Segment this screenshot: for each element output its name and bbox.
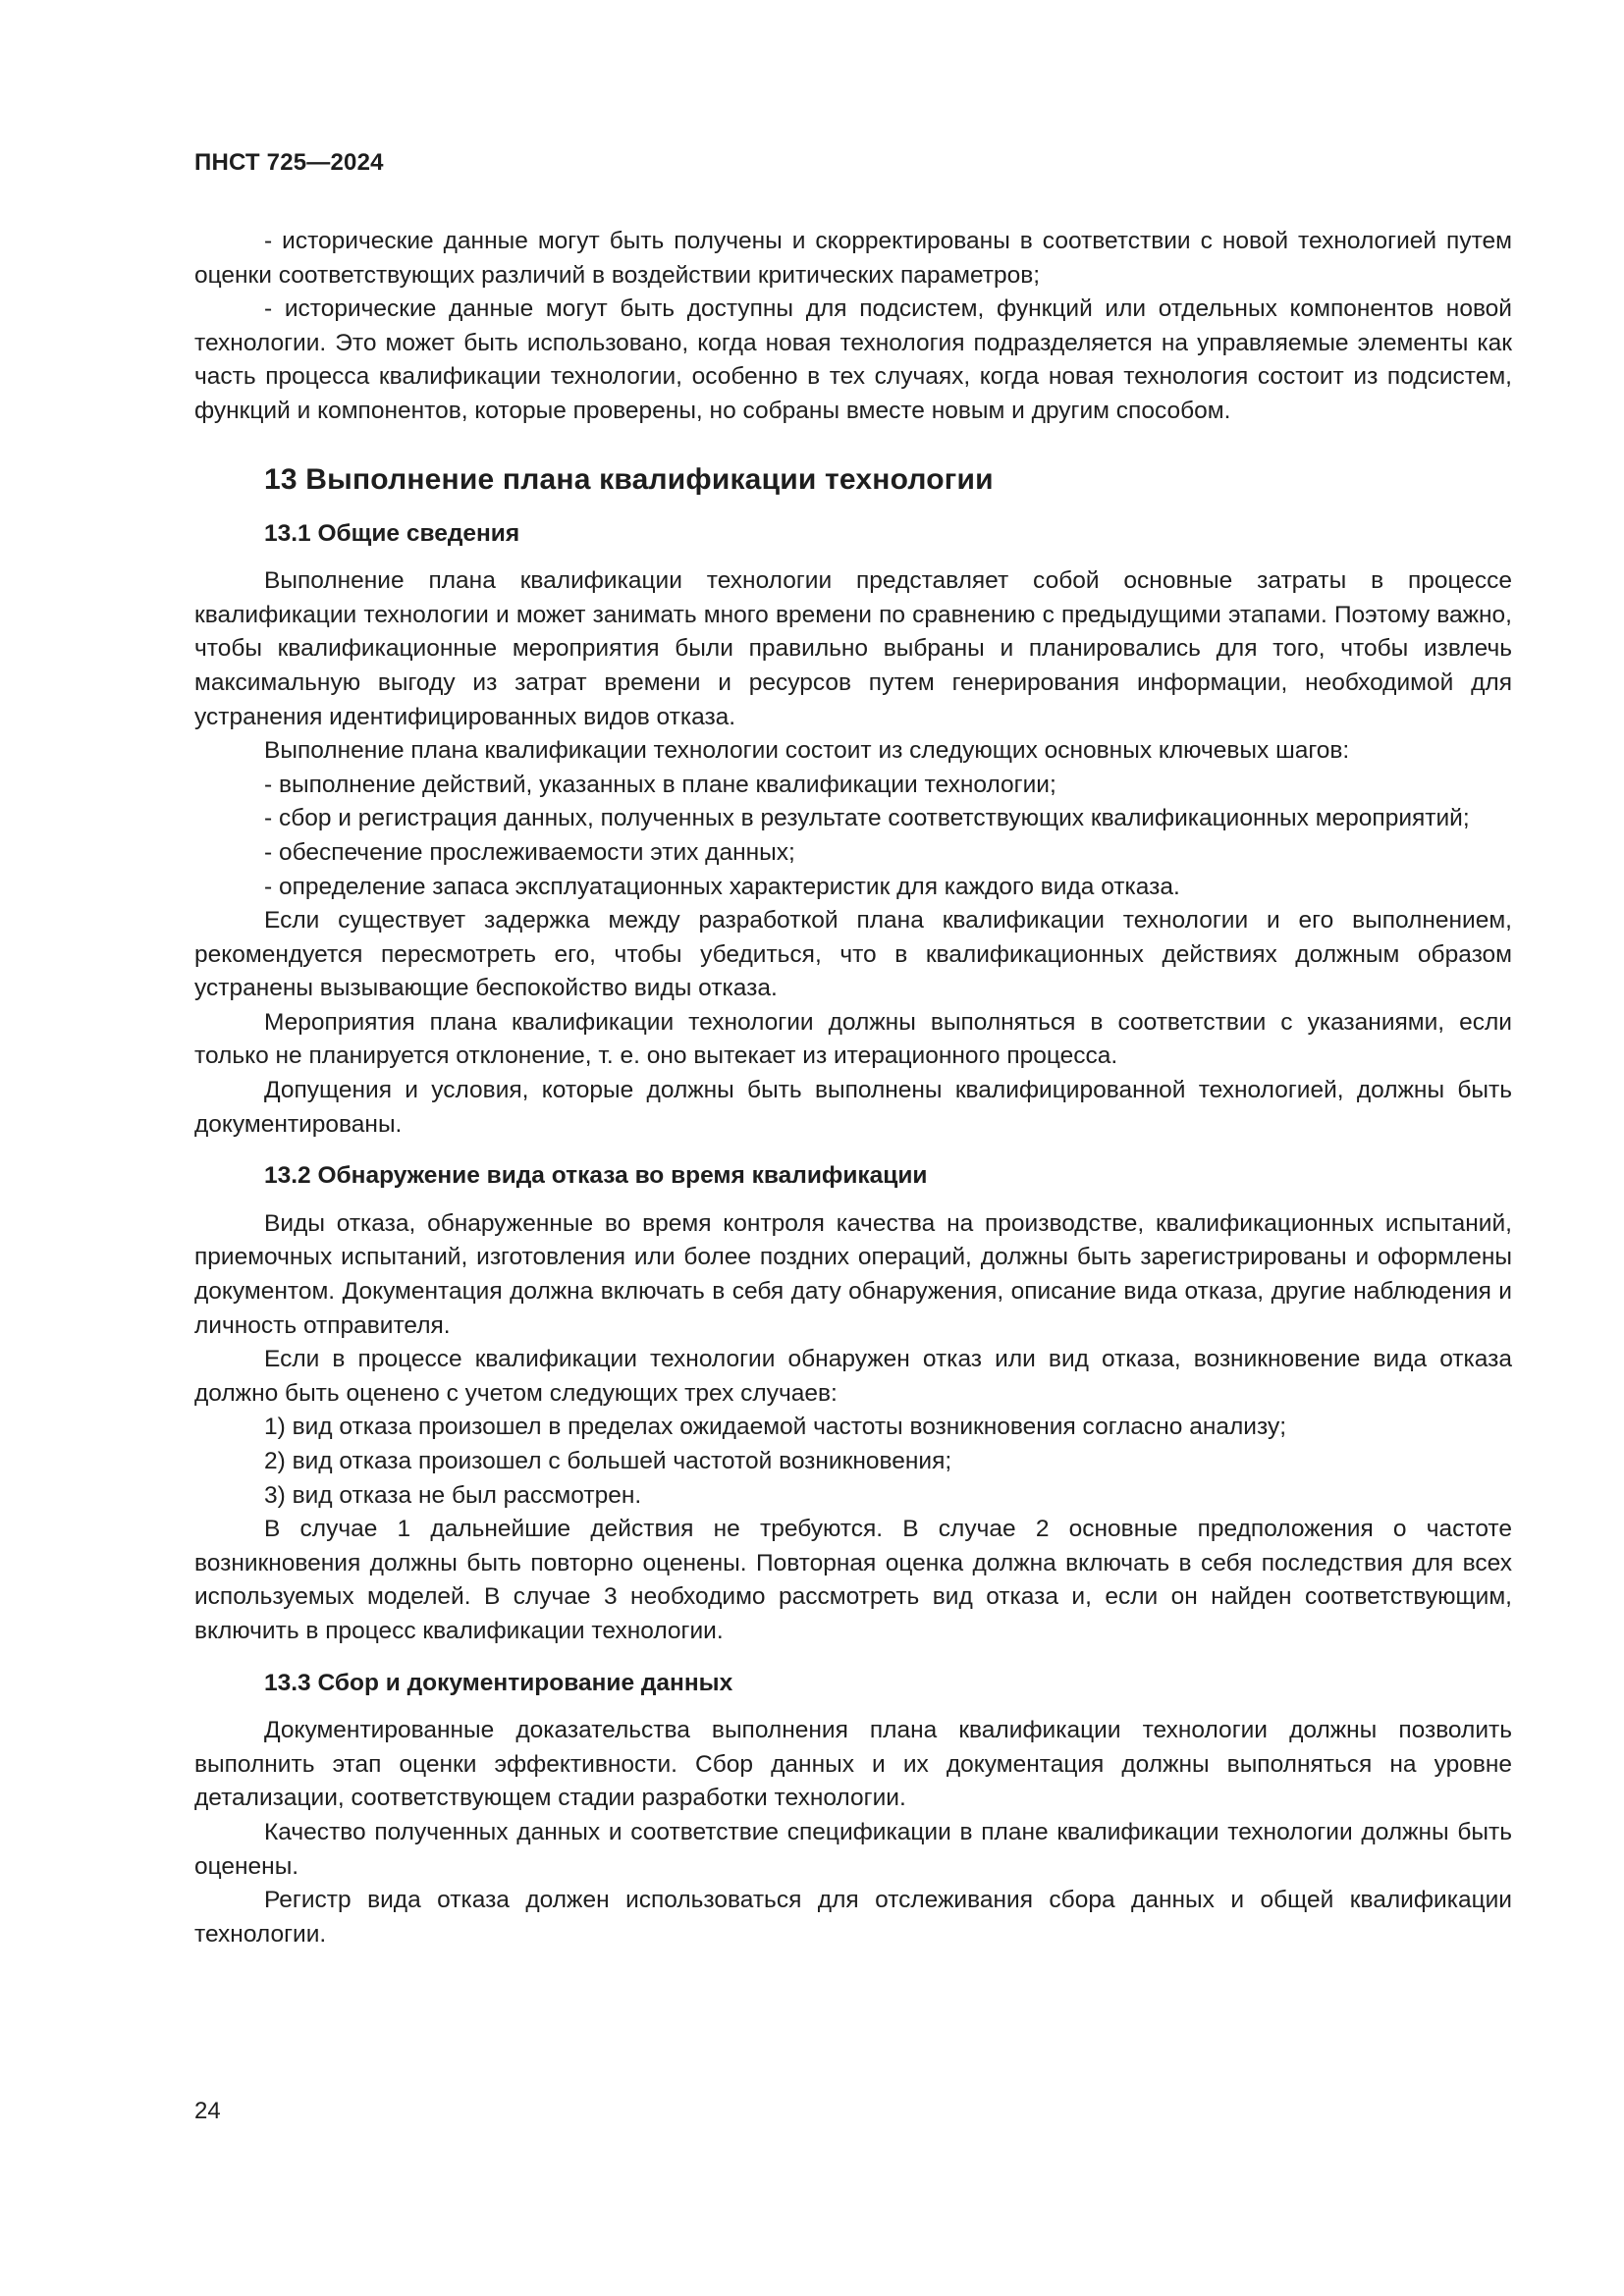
numbered-list-item: 2) вид отказа произошел с большей частотой возникновения; (264, 1448, 952, 1474)
intro-list-item: - исторические данные могут быть получены и скорректированы в соответствии с новой технологией путем оценки соответствующих различий в воздействии критических параметров; (194, 228, 1512, 289)
subsection-title: 13.2 Обнаружение вида отказа во время квалификации (264, 1162, 928, 1190)
list-item: - сбор и регистрация данных, полученных в результате соответствующих квалификационных мероприятий; (264, 805, 1470, 832)
section-title: 13 Выполнение плана квалификации технологии (264, 462, 994, 496)
paragraph: Виды отказа, обнаруженные во время контроля качества на производстве, квалификационных испытаний, приемочных испытаний, изготовления или более поздних операций, должны быть зарегистрированы и оформлены документом. Документация должна включать в себя дату обнаружения, описание вида отказа, другие наблюдения и личность отправителя. (194, 1209, 1512, 1339)
numbered-list-item: 1) вид отказа произошел в пределах ожидаемой частоты возникновения согласно анализу; (264, 1414, 1286, 1441)
paragraph: Если в процессе квалификации технологии обнаружен отказ или вид отказа, возникновение вида отказа должно быть оценено с учетом следующих трех случаев: (194, 1346, 1512, 1407)
paragraph: Качество полученных данных и соответствие спецификации в плане квалификации технологии должны быть оценены. (194, 1818, 1512, 1880)
list-item: - выполнение действий, указанных в плане квалификации технологии; (264, 771, 1056, 798)
document-code-header: ПНСТ 725—2024 (194, 149, 384, 176)
numbered-list-item: 3) вид отказа не был рассмотрен. (264, 1481, 642, 1509)
page-content (194, 225, 1512, 1951)
list-item: - определение запаса эксплуатационных характеристик для каждого вида отказа. (264, 873, 1180, 900)
subsection-title: 13.1 Общие сведения (264, 519, 520, 547)
paragraph: Допущения и условия, которые должны быть выполнены квалифицированной технологией, должны быть документированы. (194, 1077, 1512, 1138)
paragraph: Выполнение плана квалификации технологии представляет собой основные затраты в процессе квалификации технологии и может занимать много времени по сравнению с предыдущими этапами. Поэтому важно, чтобы квалификационные мероприятия были правильно выбраны и планировались для того, чтобы извлечь максимальную выгоду из затрат времени и ресурсов путем генерирования информации, необходимой для устранения идентифицированных видов отказа. (194, 567, 1512, 730)
page-number: 24 (194, 2098, 221, 2124)
paragraph: Мероприятия плана квалификации технологии должны выполняться в соответствии с указаниями, если только не планируется отклонение, т. е. оно вытекает из итерационного процесса. (194, 1008, 1512, 1070)
paragraph: Если существует задержка между разработкой плана квалификации технологии и его выполнением, рекомендуется пересмотреть его, чтобы убедиться, что в квалификационных действиях должным образом устранены вызывающие беспокойство виды отказа. (194, 907, 1512, 1002)
paragraph: В случае 1 дальнейшие действия не требуются. В случае 2 основные предположения о частоте возникновения должны быть повторно оценены. Повторная оценка должна включать в себя последствия для всех используемых моделей. В случае 3 необходимо рассмотреть вид отказа и, если он найден соответствующим, включить в процесс квалификации технологии. (194, 1516, 1512, 1644)
paragraph: Выполнение плана квалификации технологии состоит из следующих основных ключевых шагов: (264, 737, 1350, 765)
paragraph: Документированные доказательства выполнения плана квалификации технологии должны позволить выполнить этап оценки эффективности. Сбор данных и их документация должны выполняться на уровне детализации, соответствующем стадии разработки технологии. (194, 1717, 1512, 1812)
intro-list-item: - исторические данные могут быть доступны для подсистем, функций или отдельных компонентов новой технологии. Это может быть использовано, когда новая технология подразделяется на управляемые элементы как часть процесса квалификации технологии, особенно в тех случаях, когда новая технология состоит из подсистем, функций и компонентов, которые проверены, но собраны вместе новым и другим способом. (194, 295, 1512, 424)
list-item: - обеспечение прослеживаемости этих данных; (264, 838, 795, 866)
subsection-title: 13.3 Сбор и документирование данных (264, 1669, 733, 1696)
paragraph: Регистр вида отказа должен использоваться для отслеживания сбора данных и общей квалификации технологии. (194, 1887, 1512, 1948)
